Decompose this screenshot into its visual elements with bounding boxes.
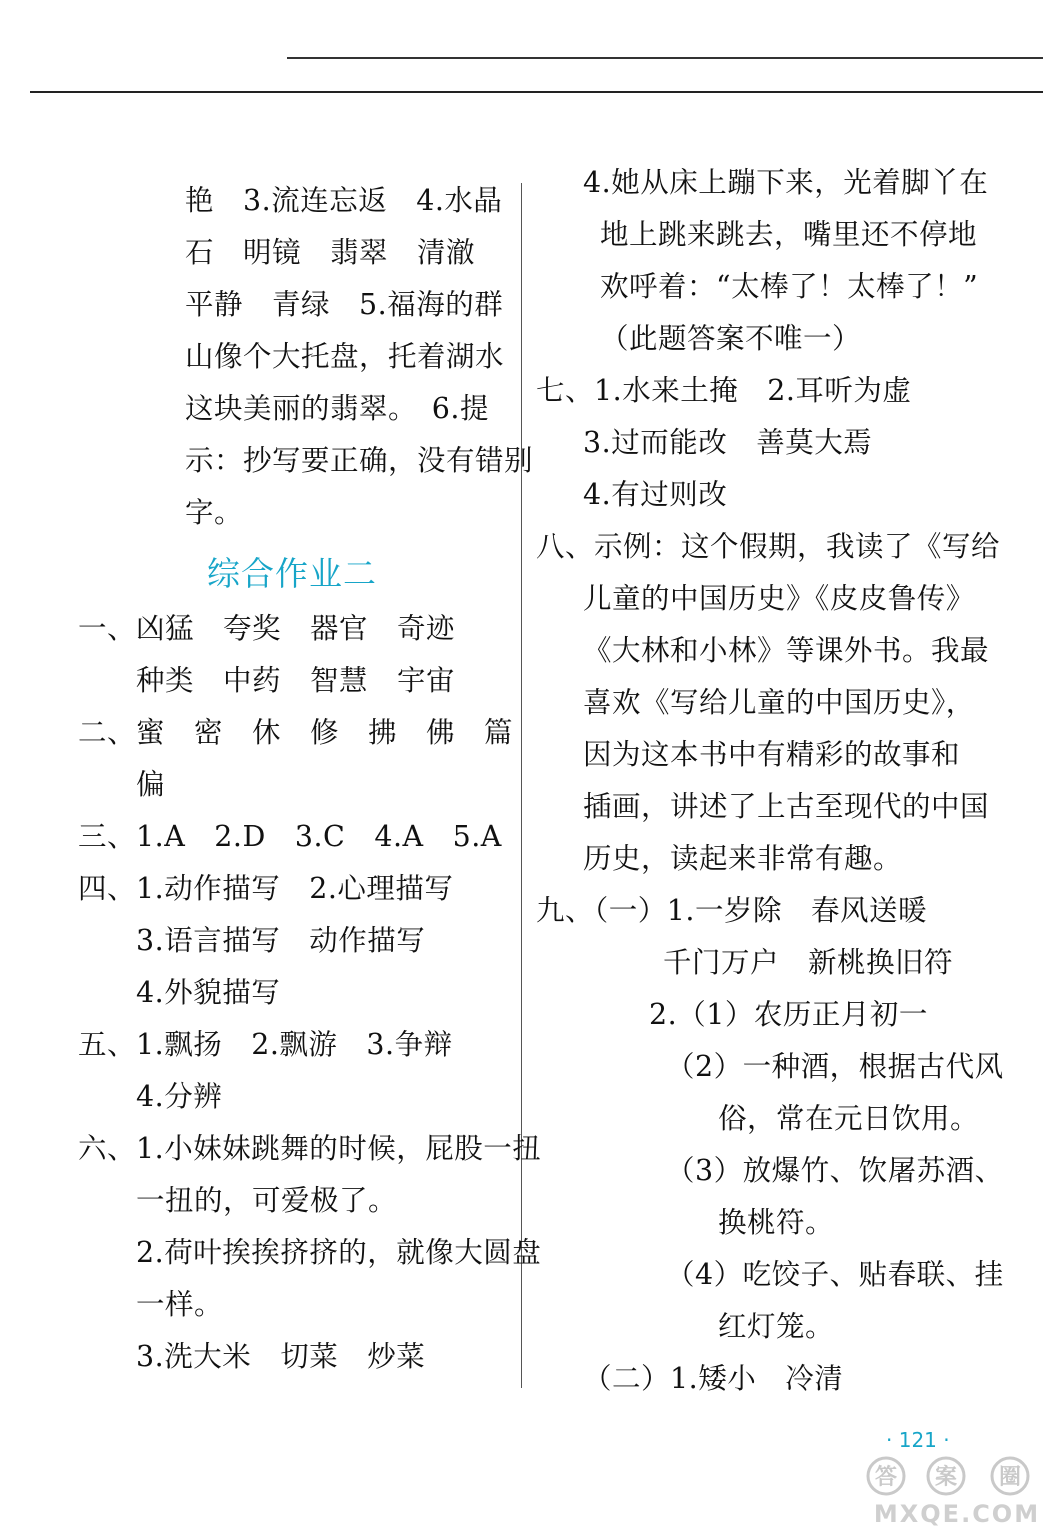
right-line-1: 4.她从床上蹦下来，光着脚丫在	[583, 166, 989, 199]
right-line-3: 欢呼着：“太棒了！太棒了！”	[600, 270, 979, 303]
right-line-8: 八、示例：这个假期，我读了《写给	[536, 530, 1001, 563]
right-line-20: （3）放爆竹、饮屠苏酒、	[666, 1154, 1004, 1187]
right-line-11: 喜欢《写给儿童的中国历史》，	[583, 686, 975, 719]
right-line-24: （二）1.矮小 冷清	[583, 1362, 844, 1395]
answer-line-15: 3.洗大米 切菜 炒菜	[78, 1340, 426, 1373]
svg-text:案: 案	[934, 1465, 958, 1490]
right-line-19: 俗，常在元日饮用。	[718, 1102, 980, 1135]
answer-line-6: 四、1.动作描写 2.心理描写	[78, 872, 454, 905]
answer-line-3: 二、蜜 密 休 修 拂 佛 篇	[78, 716, 514, 749]
right-line-23: 红灯笼。	[718, 1310, 835, 1343]
answer-line-5: 三、1.A 2.D 3.C 4.A 5.A	[78, 820, 502, 853]
answer-line-14: 一样。	[78, 1288, 224, 1321]
svg-text:圈: 圈	[998, 1465, 1022, 1490]
answer-line-12: 一扭的，可爱极了。	[78, 1184, 398, 1217]
right-line-9: 儿童的中国历史》《皮皮鲁传》	[583, 582, 975, 615]
page-number: · 121 ·	[886, 1428, 950, 1452]
right-line-18: （2）一种酒，根据古代风	[666, 1050, 1004, 1083]
answer-line-10: 4.分辨	[78, 1080, 223, 1113]
answer-line-4: 偏	[78, 768, 166, 801]
right-line-6: 3.过而能改 善莫大焉	[583, 426, 873, 459]
right-line-17: 2.（1）农历正月初一	[649, 998, 928, 1031]
answer-line-11: 六、1.小妹妹跳舞的时候，屁股一扭	[78, 1132, 542, 1165]
left-line-4: 山像个大托盘，托着湖水	[185, 340, 505, 373]
answer-line-13: 2.荷叶挨挨挤挤的，就像大圆盘	[78, 1236, 542, 1269]
right-line-5: 七、1.水来土掩 2.耳听为虚	[536, 374, 912, 407]
answer-line-9: 五、1.飘扬 2.飘游 3.争辩	[78, 1028, 453, 1061]
right-line-4: （此题答案不唯一）	[600, 322, 862, 355]
right-line-21: 换桃符。	[718, 1206, 835, 1239]
right-line-22: （4）吃饺子、贴春联、挂	[666, 1258, 1004, 1291]
right-line-7: 4.有过则改	[583, 478, 728, 511]
header-rule-short	[287, 57, 1043, 59]
answer-line-1: 一、凶猛 夸奖 器官 奇迹	[78, 612, 456, 645]
right-line-14: 历史，读起来非常有趣。	[583, 842, 903, 875]
left-line-7: 字。	[185, 496, 244, 529]
left-line-2: 石 明镜 翡翠 清澈	[185, 236, 476, 269]
right-line-10: 《大林和小林》等课外书。我最	[583, 634, 990, 667]
left-line-6: 示：抄写要正确，没有错别	[185, 444, 534, 477]
left-line-3: 平静 青绿 5.福海的群	[185, 288, 504, 321]
right-line-13: 插画，讲述了上古至现代的中国	[583, 790, 990, 823]
right-line-16: 千门万户 新桃换旧符	[663, 946, 954, 979]
answer-line-7: 3.语言描写 动作描写	[78, 924, 426, 957]
svg-text:MXQE.COM: MXQE.COM	[873, 1500, 1041, 1528]
right-line-15: 九、（一）1.一岁除 春风送暖	[536, 894, 927, 927]
answer-line-2: 种类 中药 智慧 宇宙	[78, 664, 456, 697]
watermark-logo	[862, 1452, 1052, 1530]
svg-text:答: 答	[874, 1465, 898, 1490]
left-line-5: 这块美丽的翡翠。 6.提	[185, 392, 489, 425]
left-line-1: 艳 3.流连忘返 4.水晶	[185, 184, 503, 217]
section-title: 综合作业二	[207, 554, 377, 593]
answer-line-8: 4.外貌描写	[78, 976, 281, 1009]
right-line-12: 因为这本书中有精彩的故事和	[583, 738, 961, 771]
column-divider	[521, 183, 522, 1388]
right-line-2: 地上跳来跳去，嘴里还不停地	[600, 218, 978, 251]
header-rule	[30, 91, 1043, 93]
